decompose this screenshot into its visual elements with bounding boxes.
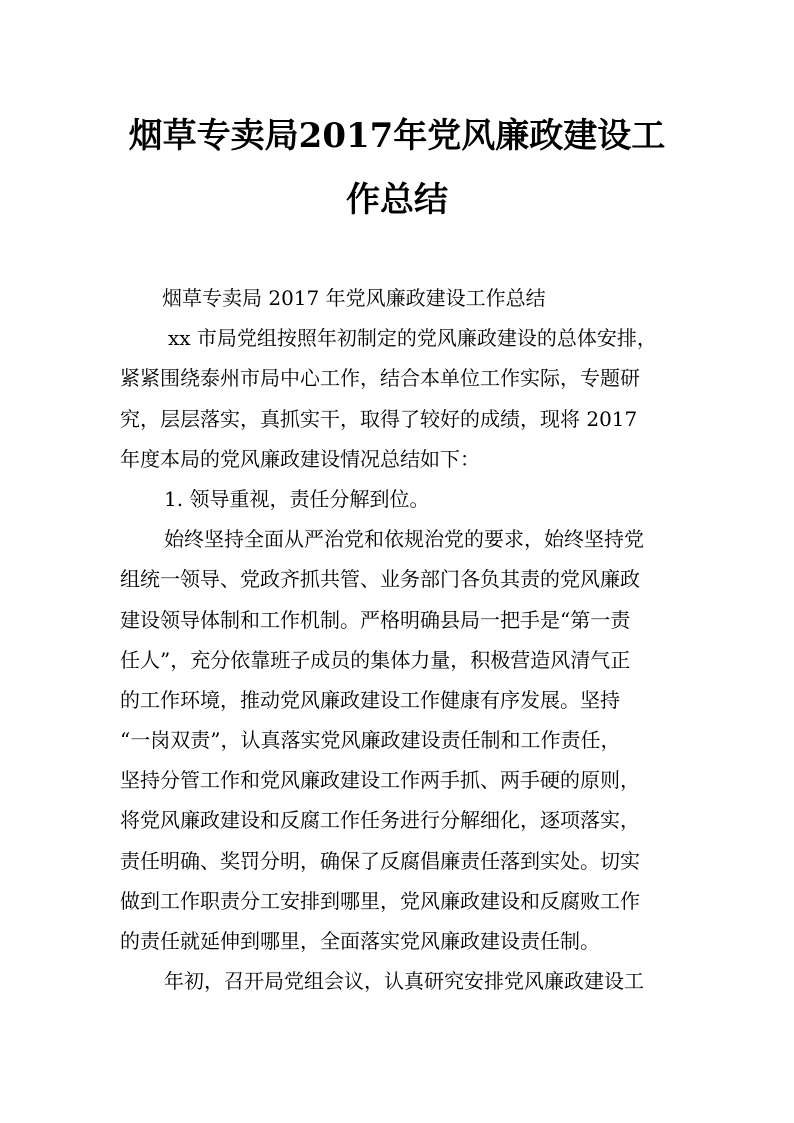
body-line: 建设领导体制和工作机制。严格明确县局一把手是“第一责 [120,607,631,632]
section-heading: 1. 领导重视，责任分解到位。 [164,486,430,511]
body-line: 的责任就延伸到哪里，全面落实党风廉政建设责任制。 [120,929,600,953]
title-line-1: 烟草专卖局2017年党风廉政建设工 [128,116,666,156]
body-line: 年初，召开局党组会议，认真研究安排党风廉政建设工 [164,969,644,994]
title-line-2: 作总结 [346,180,448,220]
body-line: xx 市局党组按照年初制定的党风廉政建设的总体安排， [168,326,657,351]
body-line: 组统一领导、党政齐抓共管、业务部门各负其责的党风廉政 [120,567,640,592]
document-title [100,104,694,232]
body-line: 年度本局的党风廉政建设情况总结如下： [120,446,480,471]
body-line: 坚持分管工作和党风廉政建设工作两手抓、两手硬的原则， [120,768,640,793]
body-line: 紧紧围绕泰州市局中心工作，结合本单位工作实际，专题研 [120,366,640,391]
body-line: 责任明确、奖罚分明，确保了反腐倡廉责任落到实处。切实 [120,848,640,873]
body-line: 任人”，充分依靠班子成员的集体力量，积极营造风清气正 [120,647,631,672]
body-line: 始终坚持全面从严治党和依规治党的要求，始终坚持党 [164,527,644,552]
body-line: 究，层层落实，真抓实干，取得了较好的成绩，现将 2017 [120,406,638,431]
body-line: 的工作环境，推动党风廉政建设工作健康有序发展。坚持 [120,687,620,712]
body-line: 烟草专卖局 2017 年党风廉政建设工作总结 [162,286,546,310]
body-line: 做到工作职责分工安排到哪里，党风廉政建设和反腐败工作 [120,888,640,913]
body-line: 将党风廉政建设和反腐工作任务进行分解细化，逐项落实， [120,808,640,833]
body-line: “一岗双责”，认真落实党风廉政建设责任制和工作责任， [120,728,621,753]
document-body [120,278,680,1001]
